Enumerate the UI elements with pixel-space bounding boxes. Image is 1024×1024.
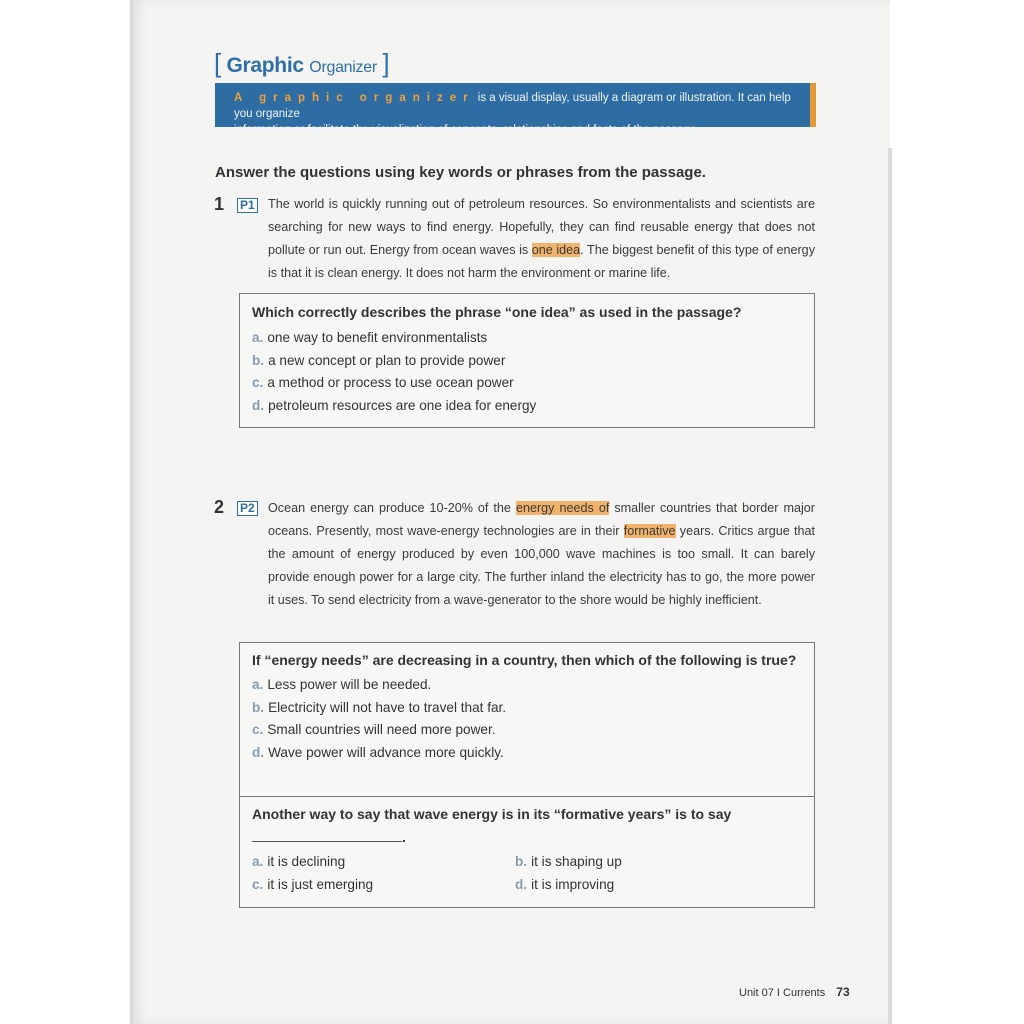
question-2a-text: If “energy needs” are decreasing in a country, then which of the following is true? [252,652,797,668]
option-letter: d. [252,744,265,760]
option-text: it is improving [531,876,615,892]
option-letter: d. [515,876,528,892]
para1-text-after: . The biggest benefit of this type of energy is that it is clean energy. It does not harm the environment or marine life. [268,243,815,280]
option-letter: a. [252,854,264,869]
option-letter: b. [515,854,528,869]
option-2b-a[interactable] [252,851,515,874]
option-letter: c. [252,876,264,892]
graphic-organizer-banner [215,83,810,136]
option-text: Electricity will not have to travel that far. [268,699,507,715]
para1-text-before: The world is quickly running out of petroleum resources. So environmentalists and scientists are searching for new ways to find energy. Hopefully, they can find reusable energy that does not pollute or run out. Energy from ocean waves is [268,197,815,257]
option-letter: b. [252,699,265,715]
option-2b-c[interactable] [252,874,515,897]
option-letter: d. [252,397,265,413]
banner-keyword: A graphic organizer [234,92,475,104]
option-letter: a. [252,330,264,345]
banner-text-line1: is a visual display, usually a diagram or illustration. It can help you organize [234,92,791,120]
option-letter: a. [252,677,264,692]
banner-accent [810,83,816,127]
paragraph-tag-p2: P2 [237,501,258,516]
heading-light-word: Organizer [309,59,377,76]
question-2-number: 2 [214,497,225,517]
option-text: a method or process to use ocean power [267,375,514,390]
question-2b-period: . [402,829,406,845]
footer-unit: Unit 07 [739,987,774,999]
highlight-formative: formative [623,524,676,538]
option-2a-d[interactable] [252,742,802,765]
option-1c[interactable] [252,372,802,395]
question-box-1 [239,293,815,428]
option-text: Small countries will need more power. [267,722,496,737]
graphic-organizer-heading [214,48,389,79]
page-footer [739,985,850,999]
option-1d[interactable] [252,395,802,418]
passage-paragraph-2 [268,497,815,612]
heading-open-bracket: [ [214,48,221,78]
option-text: it is shaping up [531,854,622,869]
question-2b-text: Another way to say that wave energy is in its “formative years” is to say [252,806,732,822]
highlight-one-idea: one idea [531,243,581,257]
question-1-number: 1 [214,194,225,214]
heading-strong-word: Graphic [226,54,304,77]
answer-blank-line [252,826,802,849]
option-text: it is just emerging [267,876,374,892]
option-text: it is declining [267,854,346,869]
page-gutter-right [888,148,892,1024]
option-2a-a[interactable] [252,674,802,697]
option-letter: b. [252,352,265,368]
option-2b-b[interactable] [515,851,778,874]
option-text: Less power will be needed. [267,677,432,692]
option-2b-d[interactable] [515,874,778,897]
page-number: 73 [836,985,850,999]
footer-separator: I [776,987,780,999]
option-2a-b[interactable] [252,697,802,720]
option-text: a new concept or plan to provide power [268,352,506,368]
option-1b[interactable] [252,350,802,373]
option-2a-c[interactable] [252,719,802,742]
para2-text-1: Ocean energy can produce 10-20% of the [268,501,516,515]
answer-blank[interactable] [252,831,402,842]
option-text: one way to benefit environmentalists [267,330,488,345]
instruction: Answer the questions using key words or phrases from the passage. [215,164,706,181]
option-letter: c. [252,375,264,390]
footer-section: Currents [783,987,826,999]
highlight-energy-needs: energy needs of [515,501,610,515]
para2-text-2: smaller countries that border major oceans. Presently, most wave-energy technologies are in their [268,501,815,538]
option-letter: c. [252,722,264,737]
option-text: Wave power will advance more quickly. [268,744,504,760]
paragraph-tag-p1: P1 [237,198,258,213]
question-box-2 [239,642,815,908]
question-1-text: Which correctly describes the phrase “one idea” as used in the passage? [252,304,742,320]
heading-close-bracket: ] [382,48,390,78]
banner-text-line2: information or facilitate the visualization of concepts, relationships and facts of the passage. [234,124,700,136]
option-1a[interactable] [252,327,802,350]
option-text: petroleum resources are one idea for energy [268,397,537,413]
para2-text-3: years. Critics argue that the amount of energy produced by even 100,000 wave machines is too small. It can barely provide enough power for a large city. The further inland the electricity has to go, the more power it uses. To send electricity from a wave-generator to the shore would be highly inefficient. [268,524,815,607]
passage-paragraph-1 [268,193,815,285]
